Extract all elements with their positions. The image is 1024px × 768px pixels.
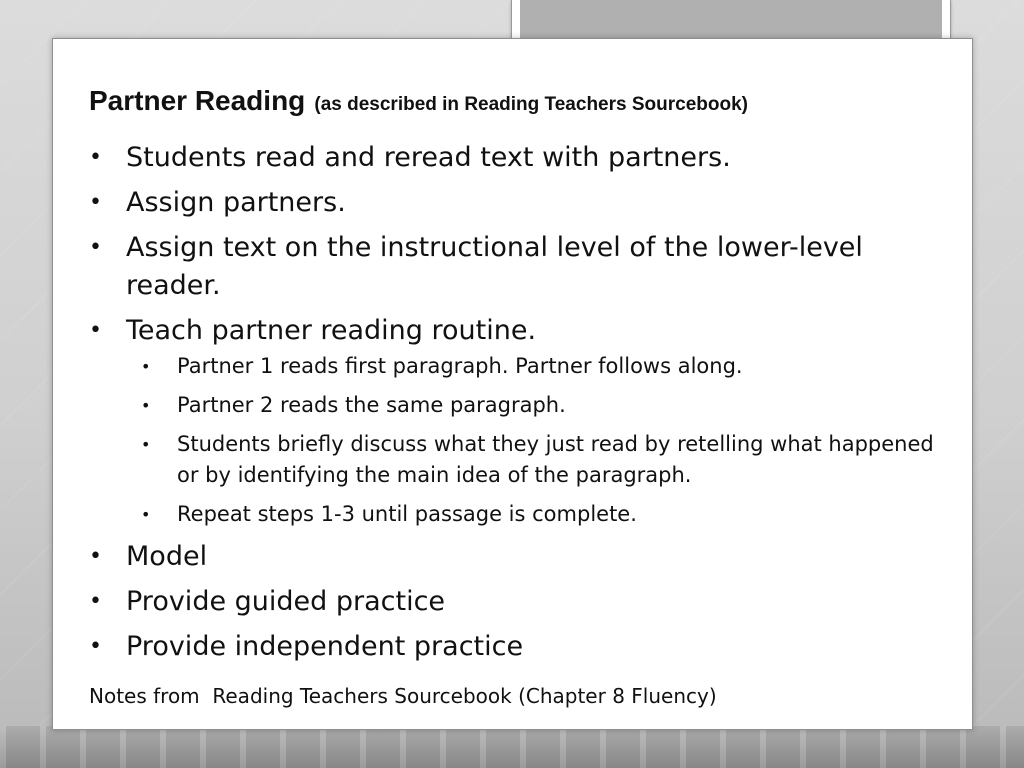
bullet-item: • Provide guided practice <box>89 583 949 621</box>
bullet-item: • Assign text on the instructional level of the lower-level reader. <box>89 229 949 305</box>
sub-bullet-item: • Partner 2 reads the same paragraph. <box>89 390 949 421</box>
bullet-item: • Provide independent practice <box>89 628 949 666</box>
title-main: Partner Reading <box>89 85 306 116</box>
sub-bullet-item: • Partner 1 reads first paragraph. Partner follows along. <box>89 351 949 382</box>
bullet-item: • Model <box>89 538 949 576</box>
bullet-item: • Students read and reread text with partners. <box>89 139 949 177</box>
slide-content-panel <box>52 38 973 730</box>
background-band <box>0 726 1024 768</box>
source-note: Notes from Reading Teachers Sourcebook (Chapter 8 Fluency) <box>89 684 717 708</box>
title-subtitle: (as described in Reading Teachers Sourcebook) <box>314 94 748 115</box>
sub-bullet-item: • Students briefly discuss what they just read by retelling what happened or by identifying the main idea of the paragraph. <box>89 429 949 491</box>
bullet-list <box>89 139 949 673</box>
sub-bullet-item: • Repeat steps 1-3 until passage is complete. <box>89 499 949 530</box>
bullet-item: • Teach partner reading routine. <box>89 312 949 350</box>
bullet-item: • Assign partners. <box>89 184 949 222</box>
slide-title <box>89 85 748 117</box>
